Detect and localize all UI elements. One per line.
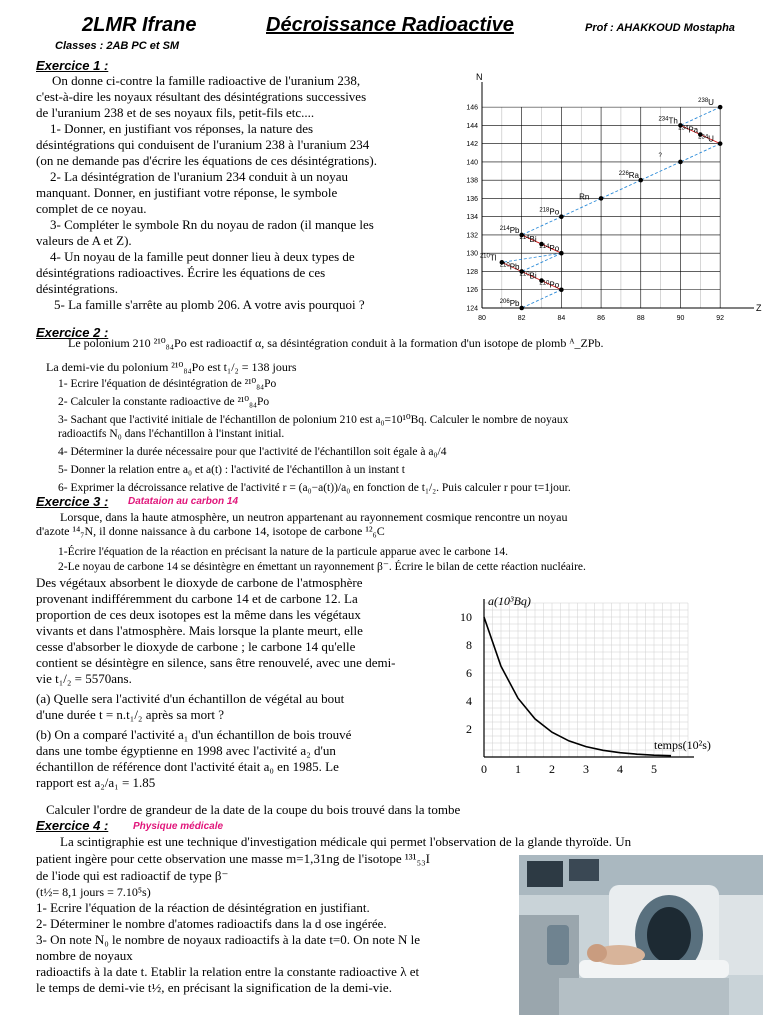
- decay-point: [718, 141, 723, 146]
- ex3-intro1: Lorsque, dans la haute atmosphère, un neutron appartenant au rayonnement cosmique rencontre un noyau: [60, 510, 568, 524]
- ex3-line: contient se désintègre en silence, sans être renouvelé, avec une demi-: [36, 655, 396, 670]
- decay-x-tick: 84: [557, 315, 566, 322]
- decay-y-tick: 136: [466, 195, 478, 203]
- ex4-line: de l'iode qui est radioactif de type β⁻: [36, 868, 229, 883]
- ex2-item: 1- Ecrire l'équation de désintégration de ²¹⁰₈₄Po: [58, 378, 277, 390]
- ex1-line: On donne ci-contre la famille radioactive de l'uranium 238,: [52, 73, 361, 88]
- decay-y-label: N: [476, 72, 483, 82]
- act-x-tick: 2: [549, 762, 555, 776]
- decay-point: [519, 306, 524, 311]
- decay-x-tick: 92: [716, 315, 725, 322]
- classes-label: Classes : 2AB PC et SM: [55, 40, 180, 52]
- act-x-label: temps(10²s): [654, 738, 711, 752]
- ex4-subtitle: Physique médicale: [133, 821, 224, 832]
- decay-label: $^{234}$Pa: [678, 125, 699, 135]
- act-x-tick: 0: [481, 762, 487, 776]
- ex1-line: valeurs de A et Z).: [36, 233, 132, 248]
- ex3-line: Des végétaux absorbent le dioxyde de carbone de l'atmosphère: [36, 575, 363, 590]
- decay-point: [638, 178, 643, 183]
- ex4-line: le temps de demi-vie t½, en précisant la signification de la demi-vie.: [36, 980, 392, 995]
- ex3-subtitle: Datataion au carbon 14: [128, 496, 239, 507]
- decay-label: $^{214}$Pb: [499, 225, 520, 235]
- decay-x-label: Z: [756, 303, 762, 313]
- scanner-photo: [519, 855, 763, 1015]
- ex1-line: 3- Compléter le symbole Rn du noyau de radon (il manque les: [50, 217, 374, 232]
- page-title: Décroissance Radioactive: [266, 14, 514, 36]
- decay-label: $^{218}$Po: [539, 207, 560, 217]
- decay-point: [678, 160, 683, 165]
- activity-chart: [446, 575, 736, 785]
- ex3-line: d'une durée t = n.t₁/₂ après sa mort ?: [36, 707, 225, 722]
- ex3-line: (b) On a comparé l'activité a₁ d'un échantillon de bois trouvé: [36, 727, 352, 742]
- decay-label: $^{210}$Po: [539, 280, 560, 290]
- ex1-text: [36, 73, 448, 313]
- ex2-item: 3- Sachant que l'activité initiale de l'échantillon de polonium 210 est a₀=10¹⁰Bq. Calculer le nombre de noyaux: [58, 414, 569, 426]
- ex3-line: provenant indifféremment du carbone 14 et de carbone 12. La: [36, 591, 358, 606]
- decay-label: $^{210}$Tl: [479, 253, 497, 263]
- ex2-items: [58, 377, 571, 495]
- ex3-q2: 2-Le noyau de carbone 14 se désintègre en émettant un rayonnement β⁻. Écrire le bilan de cette réaction nucléaire.: [58, 561, 586, 573]
- ex1-line: 2- La désintégration de l'uranium 234 conduit à un noyau: [50, 169, 349, 184]
- ex1-line: désintégrations.: [36, 281, 118, 296]
- decay-y-tick: 142: [466, 141, 478, 149]
- ex3-line: dans une tombe égyptienne en 1998 avec l'activité a₂ d'un: [36, 743, 336, 758]
- decay-point: [599, 196, 604, 201]
- decay-y-tick: 144: [466, 122, 478, 130]
- ex3-line: rapport est a₂/a₁ = 1.85: [36, 775, 156, 790]
- ex1-line: désintégrations radioactives. Écrire les équations de ces: [36, 265, 326, 280]
- act-x-tick: 4: [617, 762, 623, 776]
- ex4-line: nombre de noyaux: [36, 948, 133, 963]
- act-y-tick: 10: [460, 610, 472, 624]
- ex1-line: (on ne demande pas d'écrire les équations de ces désintégrations).: [36, 153, 377, 168]
- ex3-line: vivants et dans l'atmosphère. Mais lorsque la plante meurt, elle: [36, 623, 363, 638]
- decay-label: $^{234}$Th: [658, 116, 678, 126]
- ex1-line: 1- Donner, en justifiant vos réponses, la nature des: [50, 121, 314, 136]
- decay-x-tick: 86: [597, 315, 605, 322]
- ex2-item: 4- Déterminer la durée nécessaire pour que l'activité de l'échantillon soit égale à a₀/4: [58, 446, 447, 458]
- decay-y-tick: 128: [466, 268, 478, 276]
- decay-family-chart: [448, 70, 766, 322]
- ex4-line: 2- Déterminer le nombre d'atomes radioactifs dans la d ose ingérée.: [36, 916, 387, 931]
- ex4-line: patient ingère pour cette observation une masse m=1,31ng de l'isotope ¹³¹₅₃I: [36, 851, 430, 866]
- ex2-item: radioactifs N₀ dans l'échantillon à l'instant initial.: [58, 428, 285, 440]
- act-y-tick: 8: [466, 638, 472, 652]
- ex4-lines: [36, 868, 516, 996]
- decay-label: $^{210}$Pb: [499, 262, 520, 272]
- ex1-line: 4- Un noyau de la famille peut donner lieu à deux types de: [50, 249, 355, 264]
- ex1-line: 5- La famille s'arrête au plomb 206. A votre avis pourquoi ?: [54, 297, 365, 312]
- decay-label: ?: [658, 152, 662, 159]
- teacher-name: Prof : AHAKKOUD Mostapha: [585, 22, 735, 34]
- ex4-line: La scintigraphie est une technique d'investigation médicale qui permet l'observation de la glande thyroïde. Un: [60, 834, 632, 849]
- decay-label: $^{214}$Bi: [519, 235, 537, 245]
- act-y-tick: 2: [466, 722, 472, 736]
- ex2-halflife: La demi-vie du polonium ²¹⁰₈₄Po est t₁/₂ = 138 jours: [46, 360, 297, 374]
- decay-x-tick: 90: [676, 315, 685, 322]
- ex2-item: 5- Donner la relation entre a₀ et a(t) : l'activité de l'échantillon à un instant t: [58, 464, 405, 476]
- decay-label: $^{214}$Po: [539, 244, 560, 254]
- decay-y-tick: 132: [466, 232, 478, 240]
- ex3-line: échantillon de référence dont l'activité était a₀ en 1985. Le: [36, 759, 339, 774]
- decay-x-tick: 82: [517, 315, 526, 322]
- decay-y-tick: 126: [466, 287, 478, 295]
- decay-label: Rn: [579, 192, 590, 202]
- ex3-line: cesse d'absorber le dioxyde de carbone ; le carbone 14 qu'elle: [36, 639, 356, 654]
- ex2-item: 6- Exprimer la décroissance relative de l'activité r = (a₀−a(t))/a₀ en fonction de t₁/₂. Puis calculer r pour t=1jour.: [58, 482, 571, 494]
- decay-y-tick: 138: [466, 177, 478, 185]
- decay-x-tick: 88: [636, 315, 645, 322]
- decay-point: [559, 251, 564, 256]
- decay-y-tick: 130: [466, 250, 478, 258]
- ex4-line: (t½= 8,1 jours = 7.10⁵s): [36, 885, 151, 899]
- ex3-paragraph: [36, 575, 436, 791]
- decay-x-tick: 80: [478, 315, 486, 322]
- decay-label: $^{234}$U: [698, 134, 714, 144]
- ex3-line: vie t₁/₂ = 5570ans.: [36, 671, 132, 686]
- act-y-tick: 6: [466, 666, 472, 680]
- ex3-line: proportion de ces deux isotopes est la même dans les végétaux: [36, 607, 361, 622]
- decay-y-tick: 146: [466, 104, 478, 112]
- ex2-item: 2- Calculer la constante radioactive de ²¹⁰₈₄Po: [58, 396, 270, 408]
- ex2-intro: Le polonium 210 ²¹⁰₈₄Po est radioactif α, sa désintégration conduit à la formation d'un isotope de plomb ᴬ_ZPb.: [68, 336, 604, 350]
- act-x-tick: 1: [515, 762, 521, 776]
- ex2-heading: Exercice 2 :: [36, 325, 109, 340]
- ex3-heading: Exercice 3 :: [36, 494, 109, 509]
- decay-label: $^{238}$U: [698, 98, 714, 108]
- decay-point: [559, 287, 564, 292]
- decay-point: [718, 105, 723, 110]
- ex3-q1: 1-Écrire l'équation de la réaction en précisant la nature de la particule apparue avec le carbone 14.: [58, 546, 509, 558]
- act-x-tick: 5: [651, 762, 657, 776]
- decay-label: $^{210}$Bi: [519, 271, 537, 281]
- ex1-line: de l'uranium 238 et de ses noyaux fils, petit-fils etc....: [36, 105, 315, 120]
- decay-y-tick: 124: [466, 305, 478, 313]
- ex1-line: désintégrations qui conduisent de l'uranium 238 à l'uranium 234: [36, 137, 370, 152]
- act-y-label: a(10³Bq): [488, 594, 531, 608]
- ex1-line: manquant. Donner, en justifiant votre réponse, le symbole: [36, 185, 338, 200]
- ex3-intro2: d'azote ¹⁴₇N, il donne naissance à du carbone 14, isotope de carbone ¹²₆C: [36, 524, 385, 538]
- ex4-line: 3- On note N₀ le nombre de noyaux radioactifs à la date t=0. On note N le: [36, 932, 421, 947]
- ex1-line: complet de ce noyau.: [36, 201, 147, 216]
- ex3-final: Calculer l'ordre de grandeur de la date de la coupe du bois trouvé dans la tombe: [46, 802, 461, 817]
- decay-point: [559, 214, 564, 219]
- decay-label: $^{206}$Pb: [499, 299, 520, 308]
- ex3-line: (a) Quelle sera l'activité d'un échantillon de végétal au bout: [36, 691, 345, 706]
- act-x-tick: 3: [583, 762, 589, 776]
- school-name: 2LMR Ifrane: [82, 14, 197, 36]
- act-y-tick: 4: [466, 694, 472, 708]
- decay-y-tick: 134: [466, 214, 478, 222]
- decay-label: $^{226}$Ra: [618, 171, 640, 181]
- ex1-line: c'est-à-dire les noyaux résultant des désintégrations successives: [36, 89, 367, 104]
- ex4-heading: Exercice 4 :: [36, 818, 109, 833]
- ex4-line: 1- Ecrire l'équation de la réaction de désintégration en justifiant.: [36, 900, 370, 915]
- ex1-heading: Exercice 1 :: [36, 58, 109, 73]
- decay-y-tick: 140: [466, 159, 478, 167]
- scanner-illustration: [519, 855, 763, 1015]
- ex4-line: radioactifs à la date t. Etablir la relation entre la constante radioactive λ et: [36, 964, 420, 979]
